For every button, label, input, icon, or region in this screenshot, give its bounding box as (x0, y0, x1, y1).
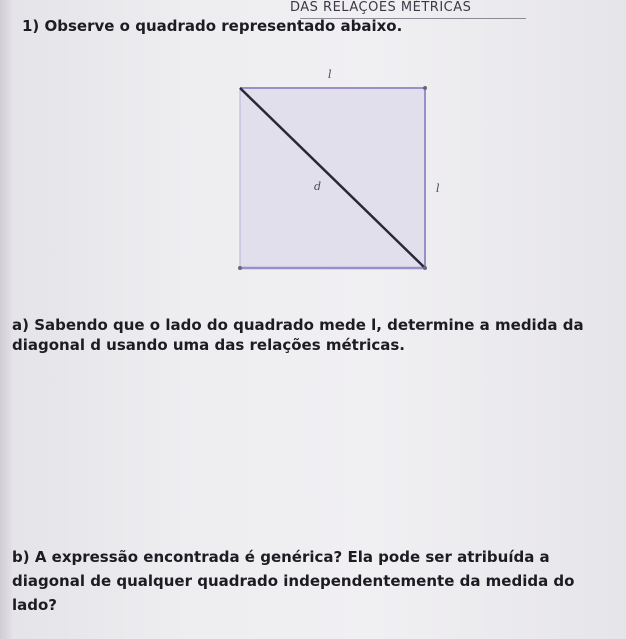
diagonal-label: d (314, 180, 322, 193)
square-diagram (220, 60, 450, 285)
vertex-bottom-right (423, 266, 427, 270)
question-title: 1) Observe o quadrado representado abaixo. (22, 17, 403, 35)
question-part-b: b) A expressão encontrada é genérica? Ela pode ser atribuída a diagonal de qualquer quadrado independentemente da medida do lado? (12, 548, 575, 614)
vertex-top-right (423, 86, 427, 90)
page-edge-shadow (0, 0, 12, 639)
section-header: DAS RELAÇÕES MÉTRICAS (290, 0, 472, 15)
side-label-right: l (436, 182, 440, 195)
side-label-top: l (328, 68, 332, 81)
vertex-bottom-left (238, 266, 242, 270)
question-part-a: a) Sabendo que o lado do quadrado mede l, determine a medida da diagonal d usando uma das relações métricas. (12, 316, 584, 354)
